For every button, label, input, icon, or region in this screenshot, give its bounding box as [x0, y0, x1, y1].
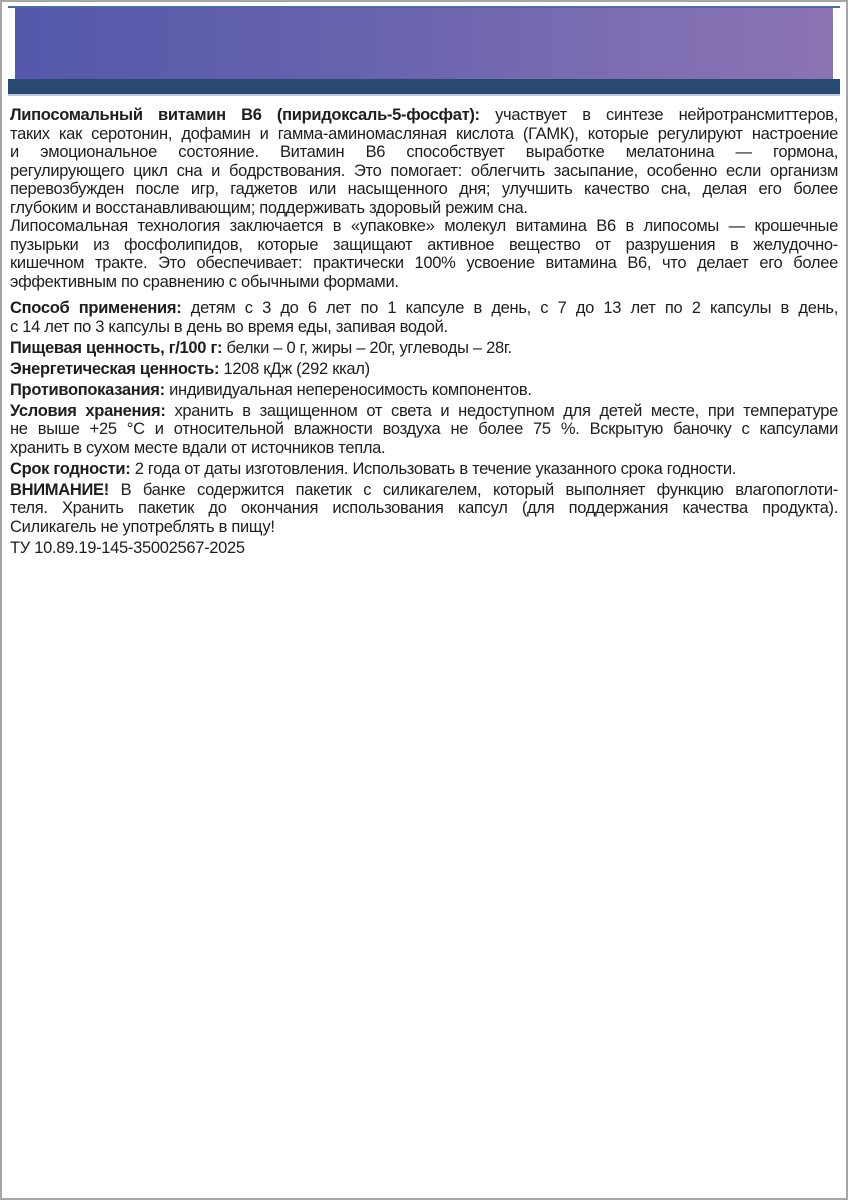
label-text [10, 106, 838, 557]
tu-number [10, 539, 838, 558]
text-line: хранить в сухом месте вдали от источников тепла. [10, 438, 386, 457]
text-line [10, 339, 838, 358]
header-navy-strip [8, 79, 840, 96]
section-label: Срок годности: [10, 459, 131, 478]
text-line [10, 299, 838, 318]
text-line: регулирующего цикл сна и бодрствования. Это помогает: облегчить засыпание, особенно если организм [10, 161, 838, 180]
line-text: хранить в защищенном от света и недоступном для детей месте, при температуре [174, 401, 838, 420]
section-label: Условия хранения: [10, 401, 166, 420]
line-text: 1208 кДж (292 ккал) [223, 359, 370, 378]
paragraph-lead: Липосомальный витамин В6 (пиридоксаль-5-фосфат): [10, 106, 480, 124]
text-line: ТУ 10.89.19-145-35002567-2025 [10, 538, 245, 557]
line-text: детям с 3 до 6 лет по 1 капсуле в день, с 7 до 13 лет по 2 капсулы в день, [190, 299, 838, 317]
text-line: глубоким и восстанавливающим; поддерживать здоровый режим сна. [10, 198, 528, 217]
text-line: и эмоциональное состояние. Витамин В6 способствует выработке мелатонина — гормона, [10, 143, 838, 161]
description-paragraph-2 [10, 217, 838, 291]
text-line: теля. Хранить пакетик до окончания использования капсул (для поддержания качества продукта). [10, 499, 838, 517]
usage-section [10, 299, 838, 336]
text-line [10, 360, 838, 379]
header-purple-gradient [15, 8, 833, 79]
shelf-life-section [10, 460, 838, 479]
text-line: перевозбужден после игр, гаджетов или насыщенного дня; улучшить качество сна, делая его более [10, 180, 838, 198]
text-line: Силикагель не употреблять в пищу! [10, 517, 275, 536]
line-text: белки – 0 г, жиры – 20г, углеводы – 28г. [226, 338, 512, 357]
text-line [10, 402, 838, 421]
header-band [8, 6, 840, 96]
line-text: индивидуальная непереносимость компонентов. [169, 380, 532, 399]
text-line: эффективным по сравнению с обычными формами. [10, 272, 399, 291]
section-label: Пищевая ценность, г/100 г: [10, 338, 223, 357]
section-label: Противопоказания: [10, 380, 165, 399]
text-line: таких как серотонин, дофамин и гамма-аминомасляная кислота (ГАМК), которые регулируют настроение [10, 124, 838, 143]
text-line: кишечном тракте. Это обеспечивает: практически 100% усвоение витамина В6, что делает его более [10, 254, 838, 272]
text-line: пузырьки из фосфолипидов, которые защищают активное вещество от разрушения в желудочно- [10, 235, 838, 254]
line-text: В банке содержится пакетик с силикагелем, который выполняет функцию влагопоглоти- [120, 480, 838, 499]
text-line [10, 481, 838, 500]
section-label: ВНИМАНИЕ! [10, 480, 109, 499]
text-line: Липосомальная технология заключается в «упаковке» молекул витамина В6 в липосомы — крошечные [10, 217, 838, 235]
section-label: Способ применения: [10, 299, 182, 317]
warning-section [10, 481, 838, 537]
description-paragraph-1 [10, 106, 838, 217]
contraindications-section [10, 381, 838, 400]
line-text: 2 года от даты изготовления. Использовать в течение указанного срока годности. [134, 459, 737, 478]
text-line: не выше +25 °С и относительной влажности воздуха не более 75 %. Вскрытую баночку с капсулами [10, 420, 838, 438]
energy-section [10, 360, 838, 379]
text-line: с 14 лет по 3 капсулы в день во время еды, запивая водой. [10, 317, 448, 336]
text-line [10, 460, 838, 479]
text-line [10, 106, 838, 125]
line-text: участвует в синтезе нейротрансмиттеров, [495, 106, 839, 124]
text-line [10, 381, 838, 400]
nutrition-section [10, 339, 838, 358]
storage-section [10, 402, 838, 458]
section-label: Энергетическая ценность: [10, 359, 220, 378]
